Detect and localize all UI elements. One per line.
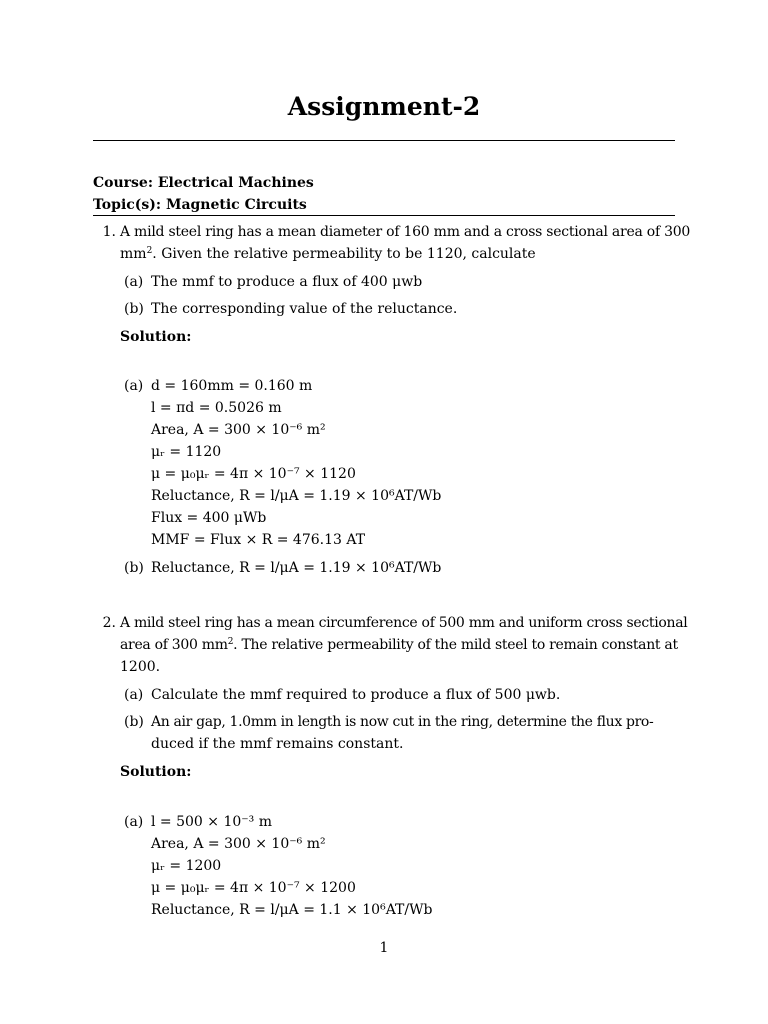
q1-solution-line: Reluctance, R = l/μA = 1.19 × 10⁶AT/Wb <box>151 488 442 504</box>
question-2-number: 2. <box>102 615 116 631</box>
q1-solution-line: μ = μ₀μᵣ = 4π × 10⁻⁷ × 1120 <box>151 466 356 482</box>
title-rule <box>93 140 675 141</box>
q2-solution-line: Area, A = 300 × 10⁻⁶ m² <box>151 836 326 852</box>
q1-part-b-text: The corresponding value of the reluctance. <box>151 301 458 317</box>
q2-solution-line: l = 500 × 10⁻³ m <box>151 814 273 830</box>
q2-part-b-label: (b) <box>124 714 144 730</box>
q1-solution-a-label: (a) <box>124 378 144 394</box>
q1-solution-b-label: (b) <box>124 560 144 576</box>
q2-solution-line: Reluctance, R = l/μA = 1.1 × 10⁶AT/Wb <box>151 902 433 918</box>
q2-part-b-text-continued: duced if the mmf remains constant. <box>151 736 404 752</box>
page-number: 1 <box>379 940 389 956</box>
q2-solution-label: Solution: <box>120 764 192 780</box>
q1-solution-line: d = 160mm = 0.160 m <box>151 378 313 394</box>
q1-line-2-rest: . Given the relative permeability to be 1120, calculate <box>152 246 536 262</box>
q2-solution-a-label: (a) <box>124 814 144 830</box>
q1-solution-line: MMF = Flux × R = 476.13 AT <box>151 532 366 548</box>
question-1-line-2 <box>120 246 536 262</box>
question-2-line-3: 1200. <box>120 659 161 675</box>
q2-part-a-text: Calculate the mmf required to produce a flux of 500 μwb. <box>151 687 561 703</box>
q1-part-a-label: (a) <box>124 274 144 290</box>
q1-part-a-text: The mmf to produce a flux of 400 μwb <box>151 274 423 290</box>
page-title: Assignment-2 <box>287 92 481 121</box>
q2-unit-exponent: 2 <box>227 637 234 647</box>
q1-unit-exponent: 2 <box>146 246 153 256</box>
header-rule <box>93 215 675 216</box>
question-1-number: 1. <box>102 224 116 240</box>
q1-solution-b-line: Reluctance, R = l/μA = 1.19 × 10⁶AT/Wb <box>151 560 442 576</box>
q2-part-a-label: (a) <box>124 687 144 703</box>
question-1-line-1: A mild steel ring has a mean diameter of 160 mm and a cross sectional area of 300 <box>120 224 691 240</box>
q2-part-b-text: An air gap, 1.0mm in length is now cut in the ring, determine the flux pro- <box>151 714 654 730</box>
q1-solution-line: Area, A = 300 × 10⁻⁶ m² <box>151 422 326 438</box>
question-2-line-2 <box>120 637 678 653</box>
topic-line: Topic(s): Magnetic Circuits <box>93 197 307 213</box>
q1-solution-label: Solution: <box>120 329 192 345</box>
q1-unit: mm <box>120 246 147 262</box>
q1-part-b-label: (b) <box>124 301 144 317</box>
q1-solution-line: Flux = 400 μWb <box>151 510 267 526</box>
q2-solution-line: μᵣ = 1200 <box>151 858 222 874</box>
q2-line-2-rest: . The relative permeability of the mild steel to remain constant at <box>233 637 678 653</box>
q2-solution-line: μ = μ₀μᵣ = 4π × 10⁻⁷ × 1200 <box>151 880 356 896</box>
question-2-line-1: A mild steel ring has a mean circumference of 500 mm and uniform cross sectional <box>120 615 688 631</box>
q1-solution-line: l = πd = 0.5026 m <box>151 400 282 416</box>
q1-solution-line: μᵣ = 1120 <box>151 444 222 460</box>
course-line: Course: Electrical Machines <box>93 175 314 191</box>
q2-line-2-start: area of 300 mm <box>120 637 228 653</box>
